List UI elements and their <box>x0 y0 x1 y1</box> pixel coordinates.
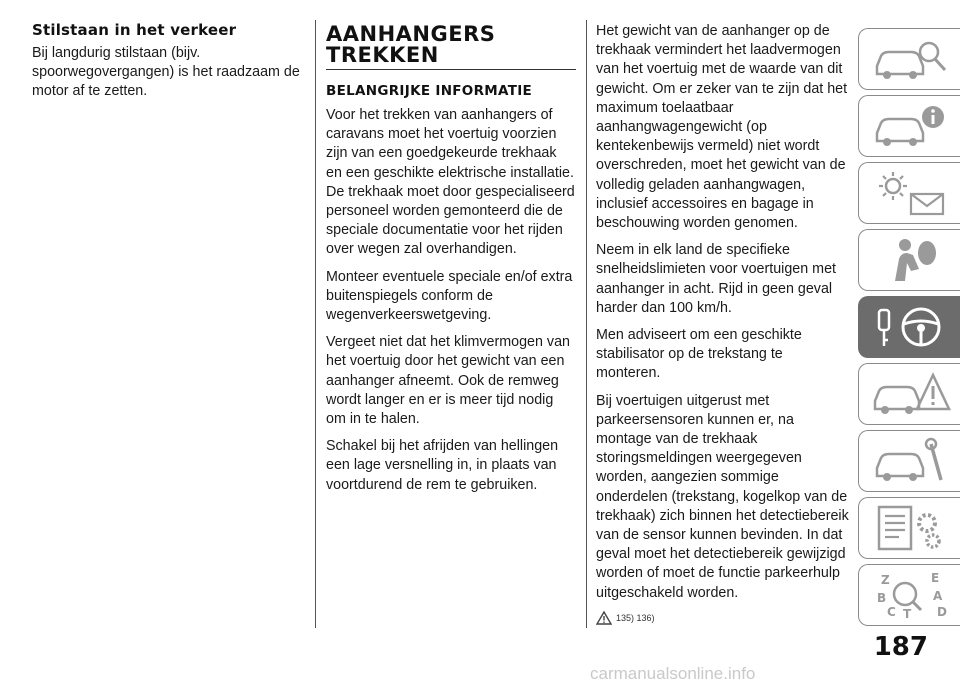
index-letter: A <box>932 589 942 603</box>
page-number: 187 <box>873 632 928 662</box>
index-letter: T <box>902 607 911 620</box>
technical-data-icon <box>871 503 951 553</box>
warning-triangle-icon <box>596 611 612 625</box>
tab-lights-message[interactable] <box>858 162 960 224</box>
tab-emergency-warning[interactable] <box>858 363 960 425</box>
car-search-icon <box>871 34 951 84</box>
index-letter: Z <box>880 573 890 587</box>
column-divider <box>586 20 587 628</box>
paragraph: Monteer eventuele speciale en/of extra buitenspiegels conform de wegenverkeerswetgeving. <box>326 268 573 324</box>
index-letter: D <box>936 605 947 619</box>
tab-car-maintenance[interactable] <box>858 430 960 492</box>
tab-car-info[interactable] <box>858 95 960 157</box>
warning-refs: 135) 136) <box>616 612 655 623</box>
tab-airbag-safety[interactable] <box>858 229 960 291</box>
index-letter: C <box>886 605 896 619</box>
paragraph: Bij langdurig stilstaan (bijv. spoorwegovergangen) is het raadzaam de motor af te zetten. <box>32 45 300 100</box>
airbag-safety-icon <box>871 235 951 285</box>
car-info-icon <box>871 101 951 151</box>
alphabetical-index-icon <box>871 570 951 620</box>
paragraph: Het gewicht van de aanhanger op de trekhaak vermindert het laadvermogen van het voertuig met de waarde van dit gewicht. Om er zeker van te zijn dat het maximum toelaatbaar aanhangwagengewicht (op kentekenbewijs vermeld) niet wordt overschreden, moet het gewicht van de volledig geladen aanhangwagen, inclusief accessoires en bagage in beschouwing worden genomen. <box>596 23 848 232</box>
column-middle <box>326 0 576 503</box>
car-maintenance-icon <box>871 436 951 486</box>
index-letter: B <box>876 591 886 605</box>
paragraph: Men adviseert om een geschikte stabilisator op de trekstang te monteren. <box>596 327 802 382</box>
column-divider <box>315 20 316 628</box>
emergency-warning-icon <box>871 369 951 419</box>
key-steering-wheel-icon <box>871 302 951 352</box>
lights-message-icon <box>871 168 951 218</box>
subsection-heading: BELANGRIJKE INFORMATIE <box>326 83 533 99</box>
tab-technical-data[interactable] <box>858 497 960 559</box>
tab-alphabetical-index[interactable] <box>858 564 960 626</box>
warning-reference <box>596 611 851 625</box>
paragraph: Voor het trekken van aanhangers of caravans moet het voertuig voorzien zijn van een goedgekeurde trekhaak en een geschikte elektrische installatie. De trekhaak moet door gespecialiseerd personeel worden gemonteerd die de speciale documentatie voor het rijden over wegen zal overhandigen. <box>326 107 575 258</box>
tab-key-steering-wheel[interactable] <box>858 296 960 358</box>
tab-car-search[interactable] <box>858 28 960 90</box>
index-letter: E <box>930 571 939 585</box>
section-heading: Stilstaan in het verkeer <box>32 21 237 39</box>
paragraph: Vergeet niet dat het klimvermogen van het voertuig door het gewicht van een aanhanger afneemt. Ook de remweg wordt langer en er is meer tijd nodig om in te halen. <box>326 334 570 428</box>
paragraph: Neem in elk land de specifieke snelheidslimieten voor voertuigen met aanhanger in acht. Rijd in geen geval harder dan 100 km/h. <box>596 242 836 316</box>
column-right <box>596 0 851 625</box>
column-left <box>32 0 302 110</box>
watermark: carmanualsonline.info <box>590 664 756 683</box>
paragraph: Bij voertuigen uitgerust met parkeersensoren kunnen er, na montage van de trekhaak storingsmeldingen weergegeven worden, aangezien sommige onderdelen (trekstang, kogelkop van de trekhaak) zich binnen het detectiebereik van de sensor kunnen bevinden. In dat geval moet het detectiebereik gewijzigd worden of moet de functie parkeerhulp uitgeschakeld worden. <box>596 392 849 601</box>
chapter-heading: AANHANGERS TREKKEN <box>326 24 576 70</box>
paragraph: Schakel bij het afrijden van hellingen een lage versnelling in, in plaats van voortdurend de rem te gebruiken. <box>326 438 559 493</box>
